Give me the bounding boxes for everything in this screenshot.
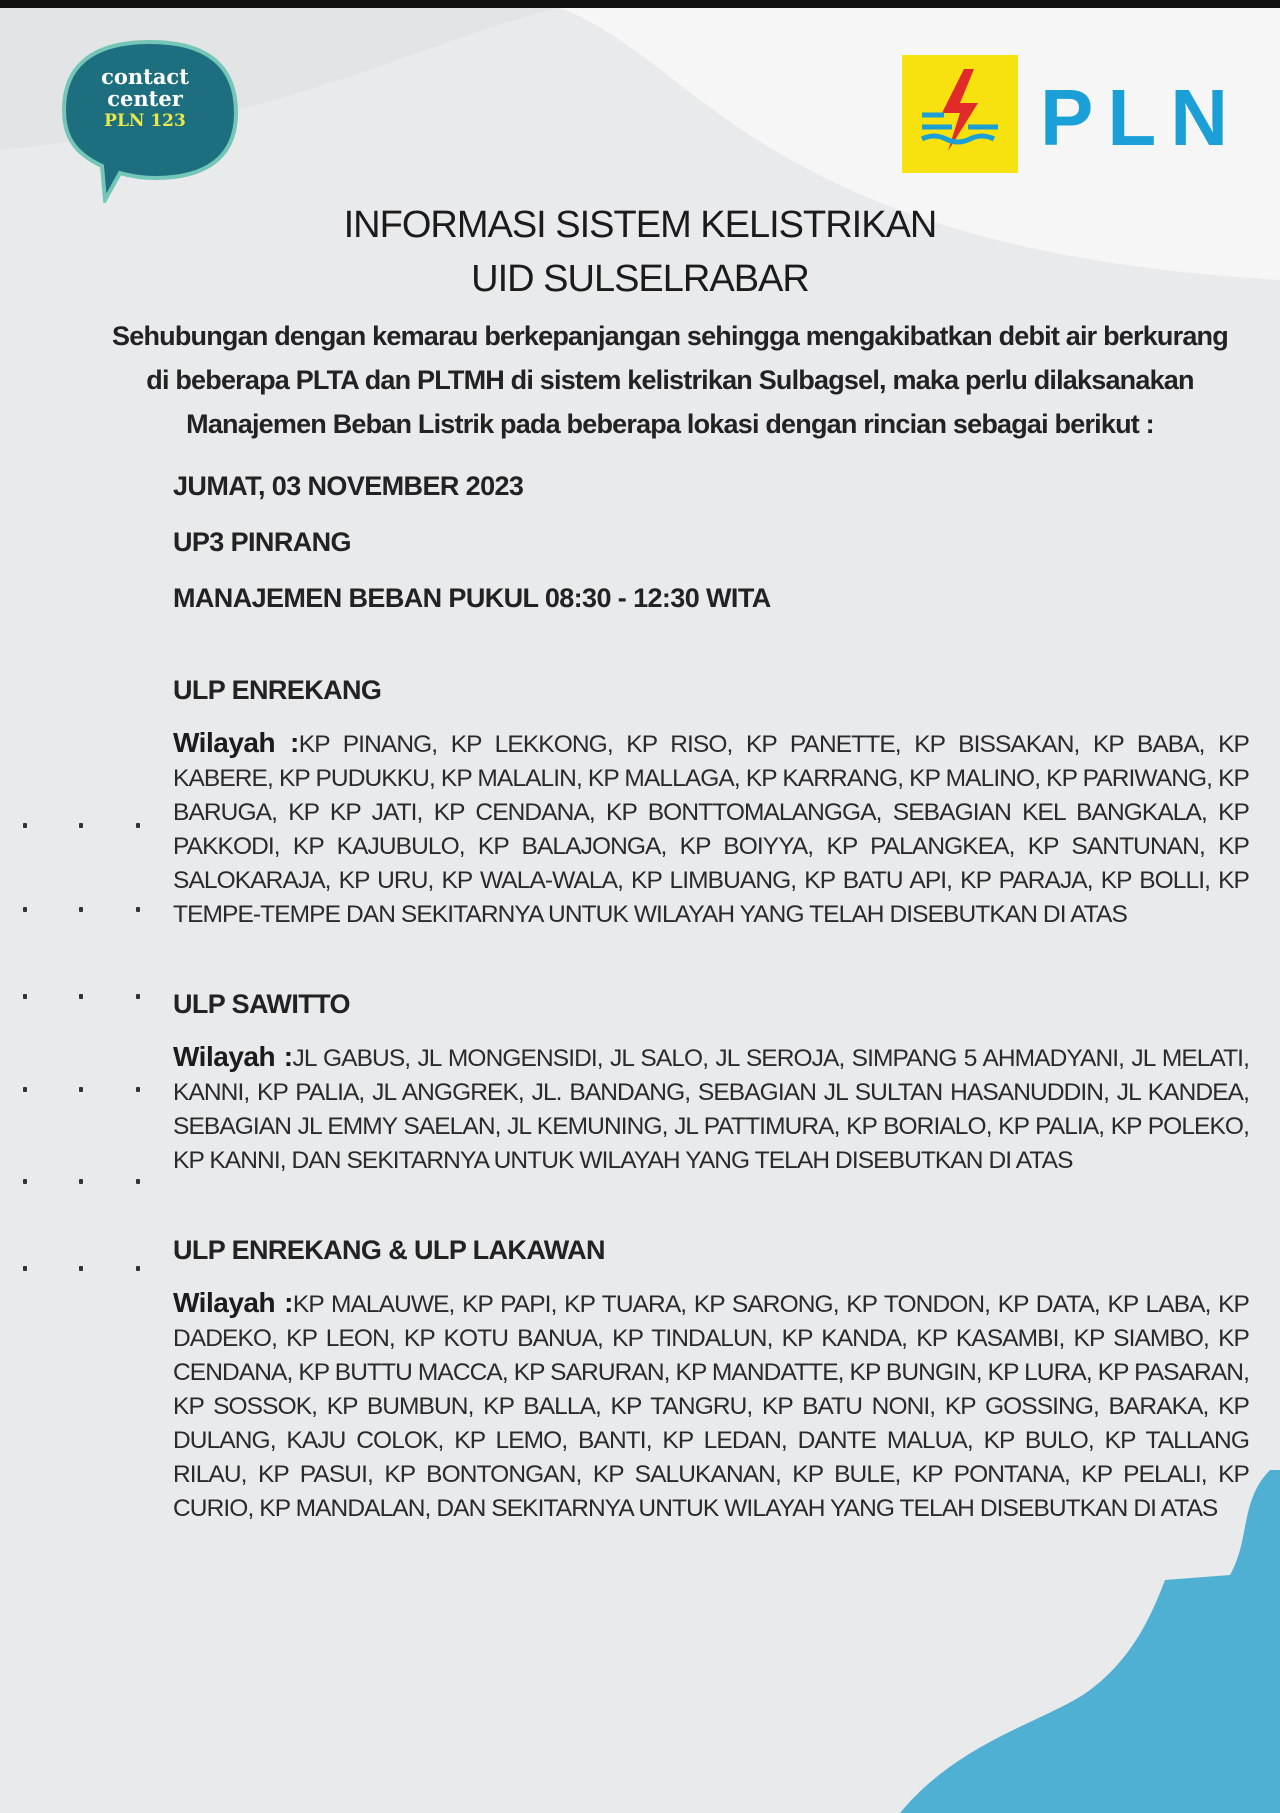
- document-body: [0, 198, 1280, 1526]
- dot: [136, 1179, 140, 1184]
- dot: [79, 907, 83, 912]
- dot: [136, 907, 140, 912]
- dot: [79, 823, 83, 828]
- section-heading: ULP ENREKANG & ULP LAKAWAN: [173, 1235, 605, 1265]
- dot: [23, 1179, 27, 1184]
- dot: [136, 823, 140, 828]
- wilayah-label: Wilayah :: [173, 1041, 293, 1072]
- dot: [23, 907, 27, 912]
- dot: [79, 1087, 83, 1092]
- section-areas: [173, 1286, 1249, 1526]
- title-line1: INFORMASI SISTEM KELISTRIKAN: [343, 204, 937, 246]
- dot: [23, 823, 27, 828]
- wilayah-label: Wilayah :: [173, 727, 299, 758]
- dot: [23, 1087, 27, 1092]
- area-list: JL GABUS, JL MONGENSIDI, JL SALO, JL SEROJA, SIMPANG 5 AHMADYANI, JL MELATI, KANNI, KP PALIA, JL ANGGREK, JL. BANDANG, SEBAGIAN JL SULTAN HASANUDDIN, JL KANDEA, SEBAGIAN JL EMMY SAELAN, JL KEMUNING, JL PATTIMURA, KP BORIALO, KP PALIA, KP POLEKO, KP KANNI, DAN SEKITARNYA UNTUK WILAYAH YANG TELAH DISEBUTKAN DI ATAS: [173, 1045, 1249, 1174]
- title-line2: UID SULSELRABAR: [471, 258, 809, 300]
- unit: UP3 PINRANG: [173, 527, 351, 557]
- date: JUMAT, 03 NOVEMBER 2023: [173, 471, 524, 501]
- cc-line1: contact: [101, 64, 189, 89]
- dot: [23, 994, 27, 999]
- dot: [136, 994, 140, 999]
- pln-wordmark: PLN: [1040, 73, 1242, 162]
- cc-line3: PLN 123: [104, 111, 186, 131]
- section-heading: ULP ENREKANG: [173, 675, 382, 705]
- wilayah-label: Wilayah :: [173, 1287, 293, 1318]
- section-heading: ULP SAWITTO: [173, 989, 350, 1019]
- schedule: MANAJEMEN BEBAN PUKUL 08:30 - 12:30 WITA: [173, 583, 771, 613]
- section-areas: [173, 726, 1249, 932]
- intro-paragraph: Sehubungan dengan kemarau berkepanjangan sehingga mengakibatkan debit air berkurang di beberapa PLTA dan PLTMH di sistem kelistrikan Sulbagsel, maka perlu dilaksanakan Manajemen Beban Listrik pada beberapa lokasi dengan rincian sebagai berikut :: [112, 321, 1228, 439]
- cc-line2: center: [107, 86, 183, 111]
- section-areas: [173, 1040, 1249, 1178]
- area-list: KP MALAUWE, KP PAPI, KP TUARA, KP SARONG, KP TONDON, KP DATA, KP LABA, KP DADEKO, KP LEON, KP KOTU BANUA, KP TINDALUN, KP KANDA, KP KASAMBI, KP SIAMBO, KP CENDANA, KP BUTTU MACCA, KP SARURAN, KP MANDATTE, KP BUNGIN, KP LURA, KP PASARAN, KP SOSSOK, KP BUMBUN, KP BALLA, KP TANGRU, KP BATU NONI, KP GOSSING, BARAKA, KP DULANG, KAJU COLOK, KP LEMO, BANTI, KP LEDAN, DANTE MALUA, KP BULO, KP TALLANG RILAU, KP PASUI, KP BONTONGAN, KP SALUKANAN, KP BULE, KP PONTANA, KP PELALI, KP CURIO, KP MANDALAN, DAN SEKITARNYA UNTUK WILAYAH YANG TELAH DISEBUTKAN DI ATAS: [173, 1291, 1249, 1522]
- dot: [136, 1266, 140, 1271]
- dot: [79, 1266, 83, 1271]
- contact-center-text: [60, 66, 230, 132]
- dot: [79, 994, 83, 999]
- dot: [23, 1266, 27, 1271]
- area-list: KP PINANG, KP LEKKONG, KP RISO, KP PANETTE, KP BISSAKAN, KP BABA, KP KABERE, KP PUDUKKU, KP MALALIN, KP MALLAGA, KP KARRANG, KP MALINO, KP PARIWANG, KP BARUGA, KP KP JATI, KP CENDANA, KP BONTTOMALANGGA, SEBAGIAN KEL BANGKALA, KP PAKKODI, KP KAJUBULO, KP BALAJONGA, KP BOIYYA, KP PALANGKEA, KP SANTUNAN, KP SALOKARAJA, KP URU, KP WALA-WALA, KP LIMBUANG, KP BATU API, KP PARAJA, KP BOLLI, KP TEMPE-TEMPE DAN SEKITARNYA UNTUK WILAYAH YANG TELAH DISEBUTKAN DI ATAS: [173, 731, 1249, 928]
- dot: [136, 1087, 140, 1092]
- dot: [79, 1179, 83, 1184]
- pln-logo-icon: [902, 55, 1018, 173]
